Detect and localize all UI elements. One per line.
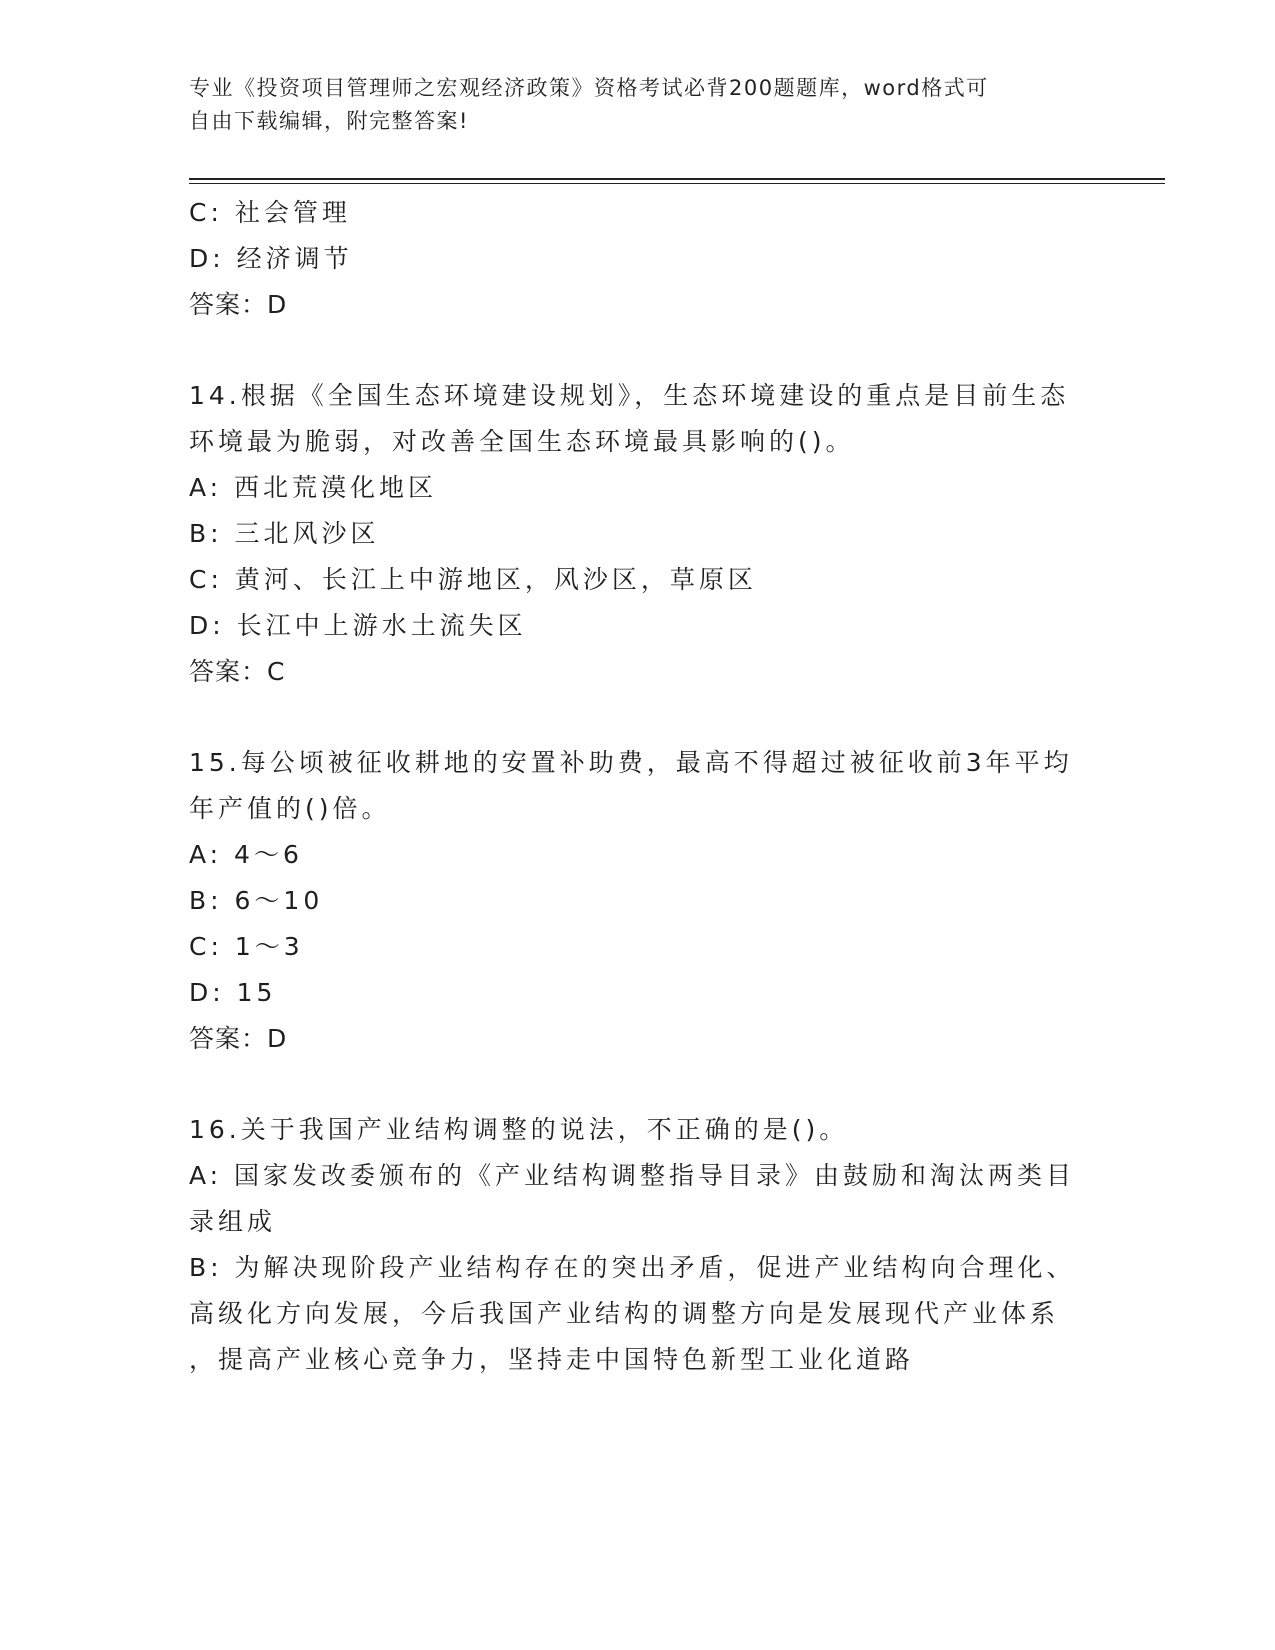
q15-answer: 答案：D xyxy=(189,1024,288,1053)
q14-text-line-2: 环境最为脆弱，对改善全国生态环境最具影响的()。 xyxy=(189,427,855,456)
q16-text-line-1: 16.关于我国产业结构调整的说法，不正确的是()。 xyxy=(189,1115,849,1144)
q13-option-c: C: 社会管理 xyxy=(189,198,351,227)
q14-option-d: D: 长江中上游水土流失区 xyxy=(189,611,527,640)
q16-option-a-line-1: A: 国家发改委颁布的《产业结构调整指导目录》由鼓励和淘汰两类目 xyxy=(189,1161,1076,1190)
q14-option-c: C: 黄河、长江上中游地区，风沙区，草原区 xyxy=(189,565,757,594)
q14-text-line-1: 14.根据《全国生态环境建设规划》，生态环境建设的重点是目前生态 xyxy=(189,381,1070,410)
q16-option-b-line-3: ，提高产业核心竞争力，坚持走中国特色新型工业化道路 xyxy=(189,1345,915,1374)
header-divider xyxy=(189,178,1165,184)
q13-option-d: D: 经济调节 xyxy=(189,244,353,273)
q15-option-a: A: 4～6 xyxy=(189,840,303,869)
q15-option-d: D: 15 xyxy=(189,978,277,1007)
question-spacer xyxy=(189,328,1089,373)
page-header xyxy=(189,72,1089,138)
q16-option-a-line-2: 录组成 xyxy=(189,1207,277,1236)
question-content xyxy=(189,190,1089,1383)
q14-answer: 答案：C xyxy=(189,657,286,686)
q16-option-b-line-2: 高级化方向发展，今后我国产业结构的调整方向是发展现代产业体系 xyxy=(189,1299,1060,1328)
question-spacer xyxy=(189,695,1089,740)
header-title-line-2: 自由下载编辑，附完整答案! xyxy=(189,109,469,133)
q14-option-a: A: 西北荒漠化地区 xyxy=(189,473,438,502)
header-title-line-1: 专业《投资项目管理师之宏观经济政策》资格考试必背200题题库，word格式可 xyxy=(189,76,989,100)
q16-option-b-line-1: B: 为解决现阶段产业结构存在的突出矛盾，促进产业结构向合理化、 xyxy=(189,1253,1076,1282)
q13-answer: 答案：D xyxy=(189,290,288,319)
q14-option-b: B: 三北风沙区 xyxy=(189,519,380,548)
q15-text-line-2: 年产值的()倍。 xyxy=(189,794,391,823)
q15-text-line-1: 15.每公顷被征收耕地的安置补助费，最高不得超过被征收前3年平均 xyxy=(189,748,1073,777)
q15-option-c: C: 1～3 xyxy=(189,932,304,961)
question-spacer xyxy=(189,1062,1089,1107)
q15-option-b: B: 6～10 xyxy=(189,886,324,915)
